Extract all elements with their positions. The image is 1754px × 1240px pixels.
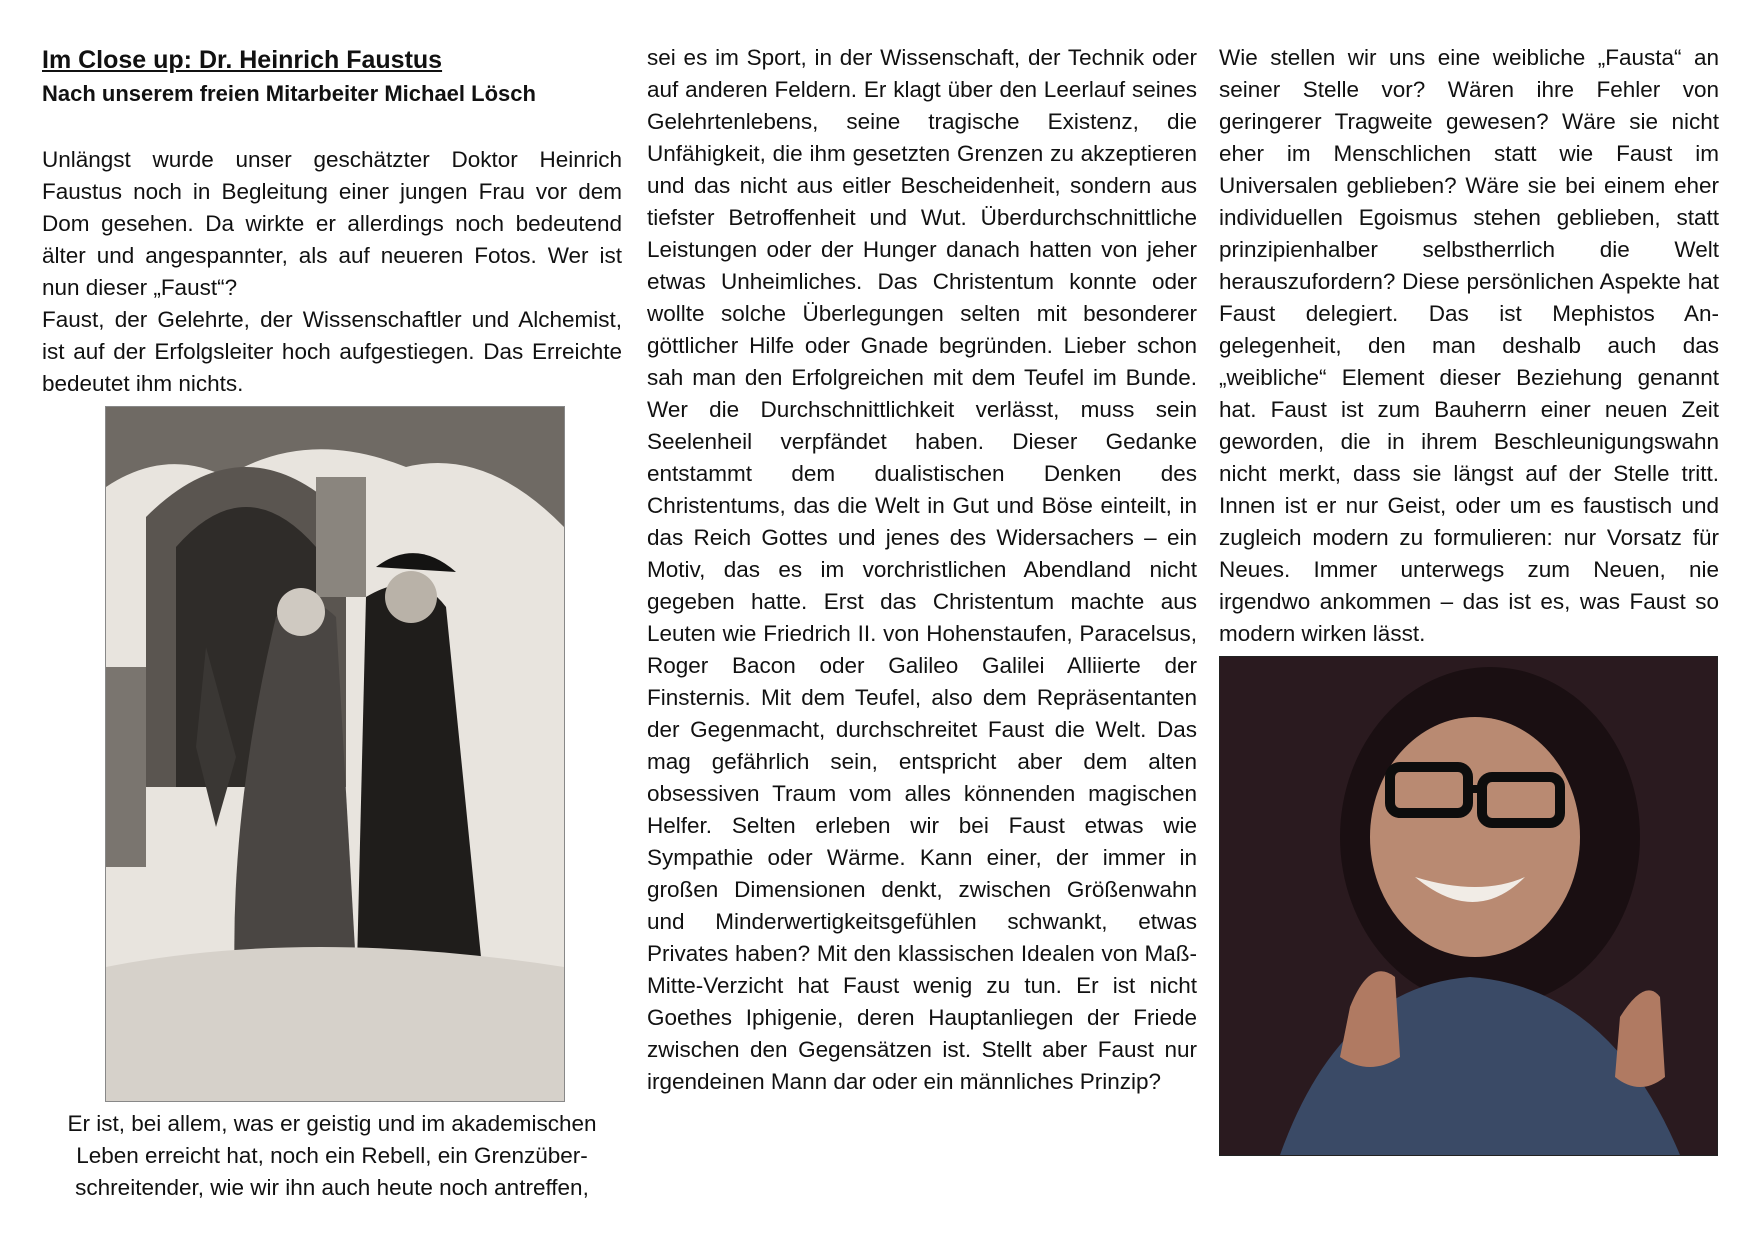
- portrait-photo: [1219, 656, 1718, 1156]
- paragraph-right: Wie stellen wir uns eine weibliche „Fausta“ an seiner Stelle vor? Wären ihre Fehler von geringerer Tragweite gewesen? Wäre sie nicht eher im Menschlichen statt wie Faust im Universalen geblieben? Wäre sie bei einem eher individuellen Egoismus stehen geblieben, statt prinzipienhalber selbstherrlich die Welt herauszufordern? Diese persönlichen Aspekte hat Faust delegiert. Das ist Mephistos An-gelegenheit, den man deshalb auch das „weibliche“ Element dieser Beziehung genannt hat. Faust ist zum Bauherrn einer neuen Zeit geworden, die in ihrem Beschleunigungswahn nicht merkt, dass sie längst auf der Stelle tritt. Innen ist er nur Geist, oder um es faustisch und zugleich modern zu formulieren: nur Vorsatz für Neues. Immer unterwegs zum Neuen, nie irgendwo ankommen – das ist es, was Faust so modern wirken lässt.: [1219, 45, 1719, 646]
- paragraph-middle: sei es im Sport, in der Wissenschaft, der Technik oder auf anderen Feldern. Er klagt über den Leerlauf seines Gelehrtenlebens, seine tragische Existenz, die Unfähigkeit, die ihm gesetzten Grenzen zu akzeptieren und das nicht aus eitler Bescheidenheit, sondern aus tiefster Betroffenheit und Wut. Überdurchschnittliche Leistungen oder der Hunger danach hatten von jeher etwas Unheimliches. Das Christentum konnte oder wollte solche Überlegungen selten mit besonderer göttlicher Hilfe oder Gnade begründen. Lieber schon sah man den Erfolgreichen mit dem Teufel im Bunde. Wer die Durchschnittlichkeit verlässt, muss sein Seelenheil verpfändet haben. Dieser Gedanke entstammt dem dualistischen Denken des Christentums, das die Welt in Gut und Böse einteilt, in das Reich Gottes und jenes des Widersachers – ein Motiv, das es im vorchristlichen Abendland nicht gegeben hatte. Erst das Christentum machte aus Leuten wie Friedrich II. von Hohenstaufen, Paracelsus, Roger Bacon oder Galileo Galilei Alliierte der Finsternis. Mit dem Teufel, also dem Repräsentanten der Gegenmacht, durchschreitet Faust die Welt. Das mag gefährlich sein, entspricht aber dem alten obsessiven Traum vom alles könnenden magischen Helfer. Selten erleben wir bei Faust etwas wie Sympathie oder Wärme. Kann einer, der immer in großen Dimensionen denkt, zwischen Größenwahn und Minderwertigkeitsgefühlen schwankt, etwas Privates haben? Mit den klassischen Idealen von Maß-Mitte-Verzicht hat Faust wenig zu tun. Er ist nicht Goethes Iphigenie, deren Hauptanliegen der Friede zwischen den Gegensätzen ist. Stellt aber Faust nur irgendeinen Mann dar oder ein männliches Prinzip?: [647, 45, 1197, 1094]
- column-middle: [647, 42, 1197, 1098]
- article-byline: Nach unserem freien Mitarbeiter Michael Lösch: [42, 81, 536, 106]
- illustration-caption: Er ist, bei allem, was er geistig und im akademischen Leben erreicht hat, noch ein Rebell, ein Grenzüber-schreitender, wie wir ihn auch heute noch antreffen,: [67, 1111, 597, 1200]
- engraving-illustration: [105, 406, 565, 1102]
- column-left: [42, 42, 622, 1204]
- article-title: Im Close up: Dr. Heinrich Faustus: [42, 46, 443, 74]
- paragraph-intro: Unlängst wurde unser geschätzter Doktor Heinrich Faustus noch in Begleitung einer jungen Frau vor dem Dom gesehen. Da wirkte er allerdings noch bedeutend älter und angespannter, als auf neueren Fotos. Wer ist nun dieser „Faust“?: [42, 147, 622, 300]
- column-right: [1219, 42, 1719, 1156]
- paragraph-faust: Faust, der Gelehrte, der Wissenschaftler und Alchemist, ist auf der Erfolgsleiter hoch aufgestiegen. Das Erreichte bedeutet ihm nichts.: [42, 307, 622, 396]
